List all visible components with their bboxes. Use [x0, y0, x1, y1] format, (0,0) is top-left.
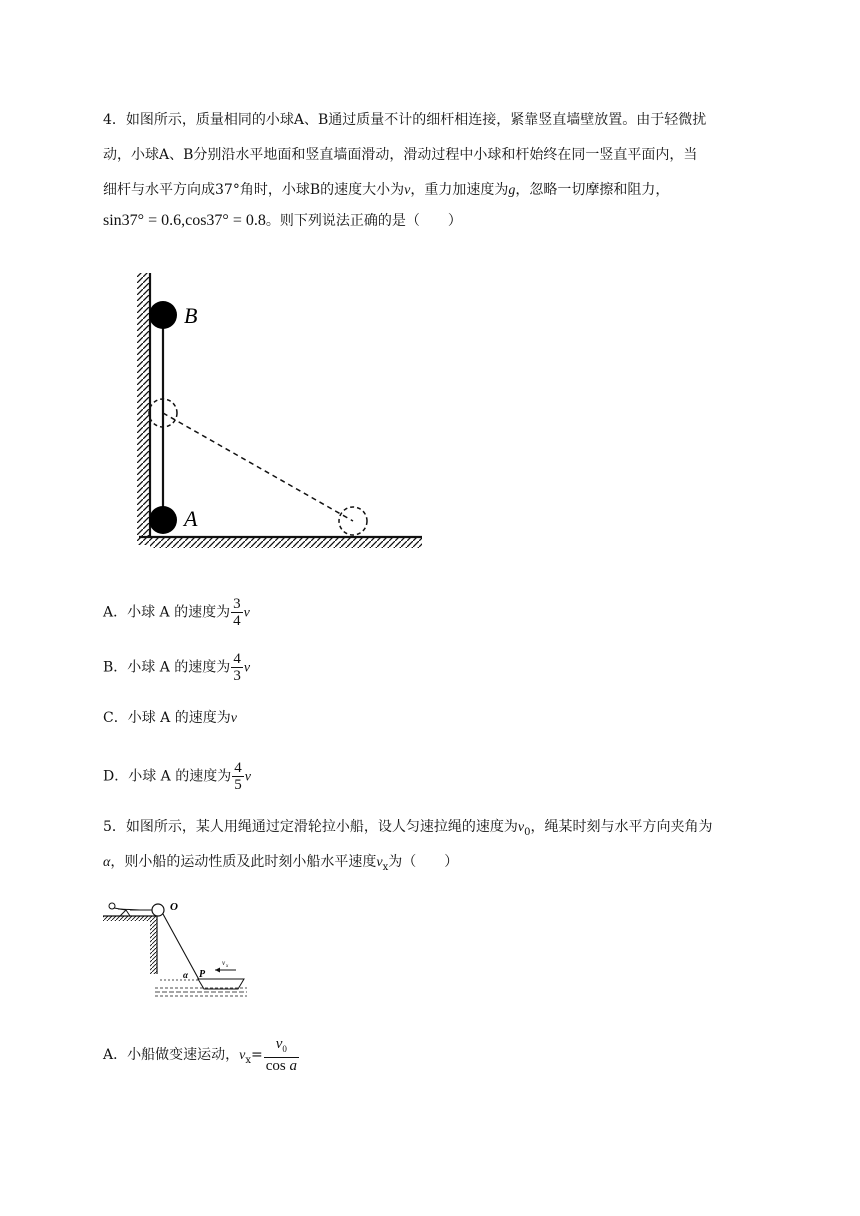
- velocity-arrow-head: [215, 968, 220, 973]
- velocity-symbol: v: [404, 183, 411, 198]
- velocity-symbol: v: [230, 711, 237, 726]
- cos-function: cos: [265, 1058, 286, 1074]
- q5-option-a-prefix: A．小船做变速运动，: [103, 1047, 240, 1063]
- pulley: [152, 904, 164, 916]
- vx-symbol: v: [239, 1048, 246, 1063]
- q5-option-a: [103, 1036, 300, 1074]
- q4-text-line-3: [103, 181, 669, 200]
- fraction-3-4: [231, 596, 243, 629]
- alpha-symbol: α: [103, 855, 111, 870]
- label-b: B: [184, 303, 198, 328]
- fraction-numerator: [264, 1036, 299, 1058]
- q5-line2-part-b: 为（ ）: [388, 854, 459, 870]
- label-o: O: [170, 901, 178, 913]
- q4-line3-part-b: ，重力加速度为: [410, 182, 509, 198]
- trig-values: sin37° = 0.6,cos37° = 0.8: [103, 212, 266, 229]
- angle-symbol: a: [289, 1058, 297, 1074]
- gravity-symbol: g: [508, 183, 516, 198]
- cliff-top-hatching: [103, 916, 157, 921]
- label-vx: v: [222, 959, 226, 967]
- v0-subscript: 0: [282, 1044, 287, 1054]
- fraction-denominator: [264, 1058, 299, 1074]
- q5-text-line-2: [103, 853, 458, 877]
- option-c-prefix: C．小球 A 的速度为: [103, 710, 231, 726]
- ball-a: [149, 506, 177, 534]
- q4-line3-part-a: 细杆与水平方向成37°角时，小球B的速度大小为: [103, 182, 405, 198]
- q4-question-prompt: 。则下列说法正确的是（ ）: [265, 213, 462, 229]
- fraction-4-3: [231, 651, 243, 684]
- q4-option-c: [103, 709, 237, 728]
- q5-line1-part-a: 5．如图所示，某人用绳通过定滑轮拉小船，设人匀速拉绳的速度为: [103, 819, 518, 835]
- boat: [198, 979, 244, 989]
- vx-symbol: v: [376, 855, 383, 870]
- q4-option-d: [103, 760, 251, 793]
- q4-text-line-2: 动，小球A、B分别沿水平地面和竖直墙面滑动，滑动过程中小球和杆始终在同一竖直平面内，当: [103, 147, 698, 163]
- label-vx-sub: x: [226, 964, 229, 969]
- v0-subscript: 0: [524, 826, 531, 838]
- q4-figure: [125, 265, 425, 555]
- label-p: P: [199, 969, 206, 980]
- fraction-v0-cos-alpha: [264, 1036, 299, 1074]
- q5-line2-part-a: ，则小船的运动性质及此时刻小船水平速度: [110, 854, 377, 870]
- q5-figure: [100, 896, 250, 1001]
- rod-dashed-position: [163, 413, 353, 521]
- q4-text-line-4: [103, 212, 462, 230]
- v0-symbol: v: [275, 1036, 283, 1052]
- v0-symbol: v: [517, 820, 525, 835]
- option-d-prefix: D．小球 A 的速度为: [103, 768, 232, 785]
- vx-subscript: x: [245, 1054, 251, 1066]
- fraction-denominator: 4: [233, 613, 241, 629]
- q4-option-b: [103, 651, 250, 684]
- q5-line1-part-b: ，绳某时刻与水平方向夹角为: [530, 819, 713, 835]
- option-a-prefix: A．小球 A 的速度为: [103, 604, 231, 621]
- equals-sign: =: [250, 1047, 263, 1063]
- fraction-denominator: 5: [234, 777, 242, 793]
- vx-subscript: x: [382, 861, 389, 873]
- cliff-wall-hatching: [150, 921, 157, 974]
- label-alpha: α: [183, 970, 188, 980]
- q4-line3-part-c: ，忽略一切摩擦和阻力，: [515, 182, 670, 198]
- q4-text-line-1: 4．如图所示，质量相同的小球A、B通过质量不计的细杆相连接，紧靠竖直墙壁放置。由于轻微扰: [103, 112, 707, 128]
- q4-option-a: [103, 596, 250, 629]
- ground-hatching: [150, 537, 422, 548]
- velocity-symbol: v: [243, 660, 251, 676]
- fraction-4-5: [232, 760, 244, 793]
- fraction-denominator: 3: [233, 668, 241, 684]
- ball-b: [149, 301, 177, 329]
- velocity-symbol: v: [244, 769, 251, 785]
- fraction-numerator: 4: [233, 651, 241, 667]
- q5-text-line-1: [103, 818, 713, 842]
- fraction-numerator: 4: [234, 760, 242, 776]
- label-a: A: [184, 506, 198, 531]
- fraction-numerator: 3: [233, 596, 241, 612]
- option-b-prefix: B．小球 A 的速度为: [103, 659, 231, 676]
- wall-hatching: [137, 273, 150, 545]
- velocity-symbol: v: [243, 605, 250, 621]
